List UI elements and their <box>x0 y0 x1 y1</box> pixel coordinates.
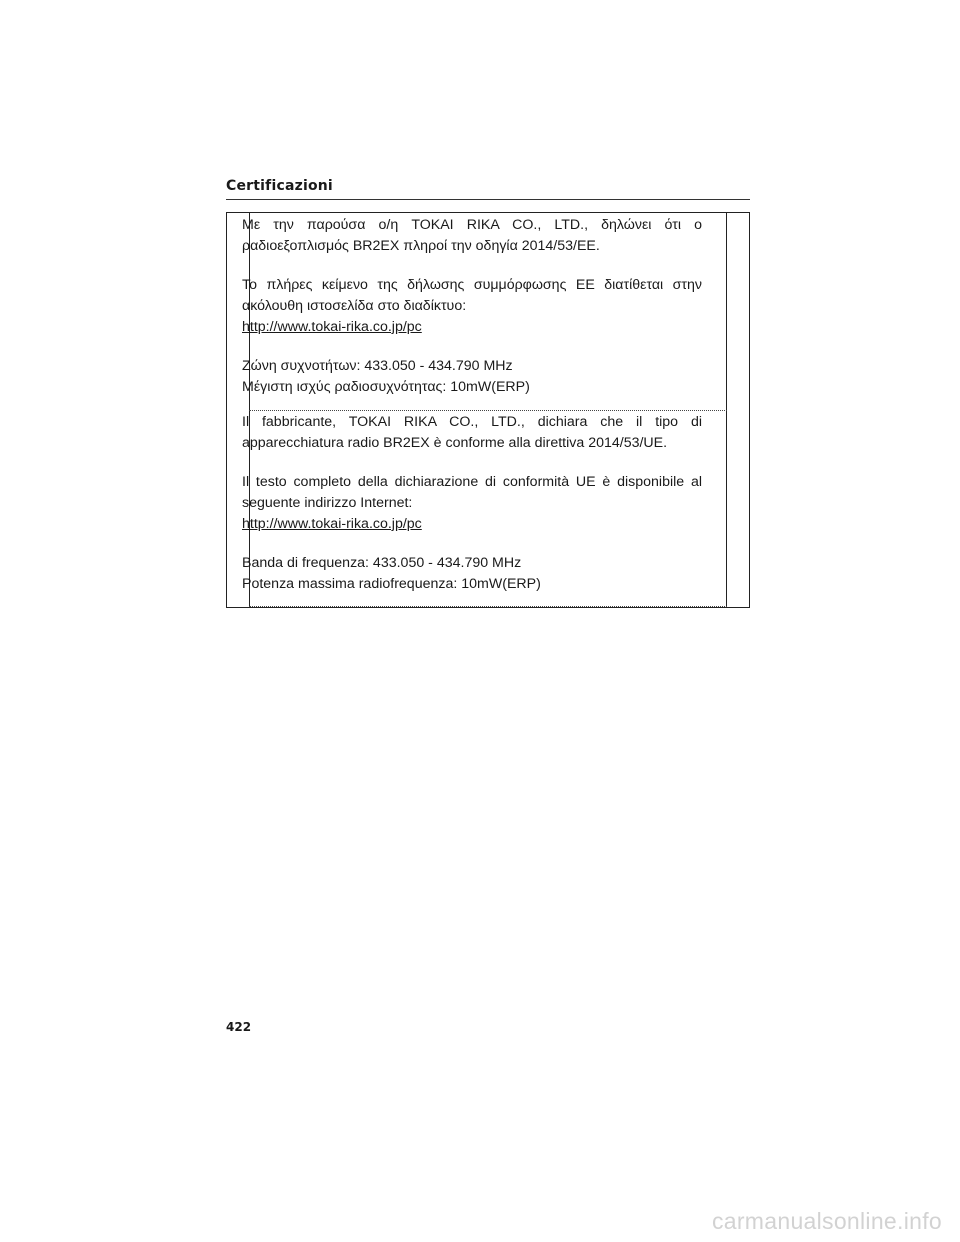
greek-full-text-intro: Το πλήρες κείμενο της δήλωσης συμμόρφωσης ΕΕ διατίθεται στην ακόλουθη ιστοσελίδα στο διαδίκτυο: <box>242 277 702 314</box>
greek-declaration: Με την παρούσα ο/η TOKAI RIKA CO., LTD., δηλώνει ότι ο ραδιοεξοπλισμός BR2EX πληροί την οδηγία 2014/53/ΕΕ. <box>242 217 702 254</box>
italian-full-text-intro: Il testo completo della dichiarazione di conformità UE è disponibile al seguente indirizzo Internet: <box>242 474 702 511</box>
greek-url-link[interactable]: http://www.tokai-rika.co.jp/pc <box>242 319 422 335</box>
section-title: Certificazioni <box>226 178 333 194</box>
watermark: carmanualsonline.info <box>711 1208 942 1234</box>
greek-declaration-block <box>242 215 702 398</box>
page-number: 422 <box>226 1020 252 1034</box>
section-divider <box>249 410 727 411</box>
bottom-divider <box>249 606 727 607</box>
italian-url-link[interactable]: http://www.tokai-rika.co.jp/pc <box>242 516 422 532</box>
italian-max-power: Potenza massima radiofrequenza: 10mW(ERP) <box>242 576 541 592</box>
greek-frequency-band: Ζώνη συχνοτήτων: 433.050 - 434.790 MHz <box>242 358 513 374</box>
greek-max-power: Μέγιστη ισχύς ραδιοσυχνότητας: 10mW(ERP) <box>242 379 530 395</box>
italian-declaration-block <box>242 412 702 595</box>
italian-declaration: Il fabbricante, TOKAI RIKA CO., LTD., dichiara che il tipo di apparecchiatura radio BR2EX è conforme alla direttiva 2014/53/UE. <box>242 414 702 451</box>
title-rule <box>226 199 750 200</box>
italian-frequency-band: Banda di frequenza: 433.050 - 434.790 MHz <box>242 555 522 571</box>
